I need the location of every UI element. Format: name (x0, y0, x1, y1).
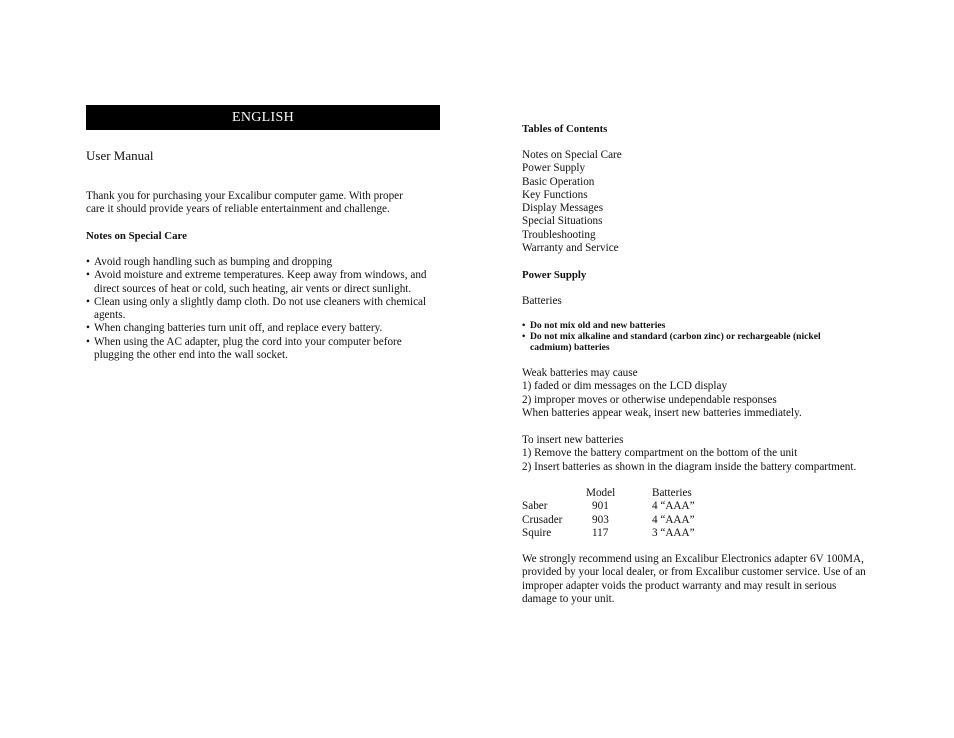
table-header: Batteries (652, 487, 692, 499)
table-cell: Crusader (522, 513, 563, 526)
list-item: • When using the AC adapter, plug the cord into your computer before plugging the other end into the wall socket. (86, 336, 440, 363)
list-item: • Avoid rough handling such as bumping and dropping (86, 256, 440, 269)
text-line: We strongly recommend using an Excalibur Electronics adapter 6V 100MA, (522, 553, 864, 565)
text-line: Weak batteries may cause (522, 367, 638, 379)
table-header (522, 487, 586, 500)
table-cell: 901 (592, 500, 609, 513)
toc-item: Key Functions (522, 188, 588, 201)
table-header: Model (586, 487, 616, 499)
table-cell: Squire (522, 526, 552, 539)
battery-warnings (522, 320, 882, 354)
table-header-row (522, 487, 732, 500)
power-supply-heading: Power Supply (522, 269, 587, 281)
toc-item: Warranty and Service (522, 242, 619, 255)
table-cell: 117 (592, 526, 609, 539)
toc-item: Special Situations (522, 215, 603, 228)
text-line: 2) Insert batteries as shown in the diagram inside the battery compartment. (522, 460, 857, 473)
battery-model-table (522, 487, 732, 540)
toc-item: Notes on Special Care (522, 149, 622, 161)
insert-batteries-paragraph (522, 434, 882, 474)
intro-line: Thank you for purchasing your Excalibur computer game. With proper (86, 190, 403, 202)
text-line: 2) improper moves or otherwise undependable responses (522, 393, 777, 406)
list-item: • Avoid moisture and extreme temperatures. Keep away from windows, and direct sources of heat or cold, such heating, air vents or direct sunlight. (86, 269, 440, 296)
text-line: damage to your unit. (522, 592, 615, 605)
manual-title: User Manual (86, 148, 154, 163)
text-line: To insert new batteries (522, 434, 624, 446)
table-row (522, 500, 732, 513)
language-banner: ENGLISH (86, 105, 440, 130)
table-cell: 4 “AAA” (652, 500, 695, 513)
special-care-list (86, 256, 440, 362)
table-row (522, 527, 732, 540)
adapter-note (522, 553, 882, 606)
intro-line: care it should provide years of reliable entertainment and challenge. (86, 203, 390, 216)
list-item: • Clean using only a slightly damp cloth. Do not use cleaners with chemical agents. (86, 296, 440, 323)
text-line: 1) faded or dim messages on the LCD display (522, 380, 728, 393)
toc-item: Troubleshooting (522, 228, 596, 241)
special-care-heading: Notes on Special Care (86, 230, 187, 242)
text-line: improper adapter voids the product warranty and may result in serious (522, 579, 837, 592)
toc-heading: Tables of Contents (522, 123, 608, 135)
table-row (522, 514, 732, 527)
text-line: provided by your local dealer, or from Excalibur customer service. Use of an (522, 566, 866, 579)
table-cell: 3 “AAA” (652, 526, 695, 539)
toc-item: Display Messages (522, 202, 604, 215)
batteries-label: Batteries (522, 295, 562, 307)
toc-item: Basic Operation (522, 175, 595, 188)
weak-batteries-paragraph (522, 367, 882, 420)
list-item: • Do not mix alkaline and standard (carbon zinc) or rechargeable (nickel cadmium) batteries (522, 331, 882, 353)
text-line: 1) Remove the battery compartment on the bottom of the unit (522, 447, 798, 460)
list-item: • When changing batteries turn unit off, and replace every battery. (86, 322, 440, 335)
text-line: When batteries appear weak, insert new batteries immediately. (522, 406, 802, 419)
intro-paragraph (86, 190, 403, 217)
table-cell: Saber (522, 500, 548, 513)
list-item: • Do not mix old and new batteries (522, 320, 882, 331)
table-cell: 903 (592, 513, 609, 526)
toc-item: Power Supply (522, 162, 586, 175)
toc-list (522, 149, 622, 255)
table-cell: 4 “AAA” (652, 513, 695, 526)
